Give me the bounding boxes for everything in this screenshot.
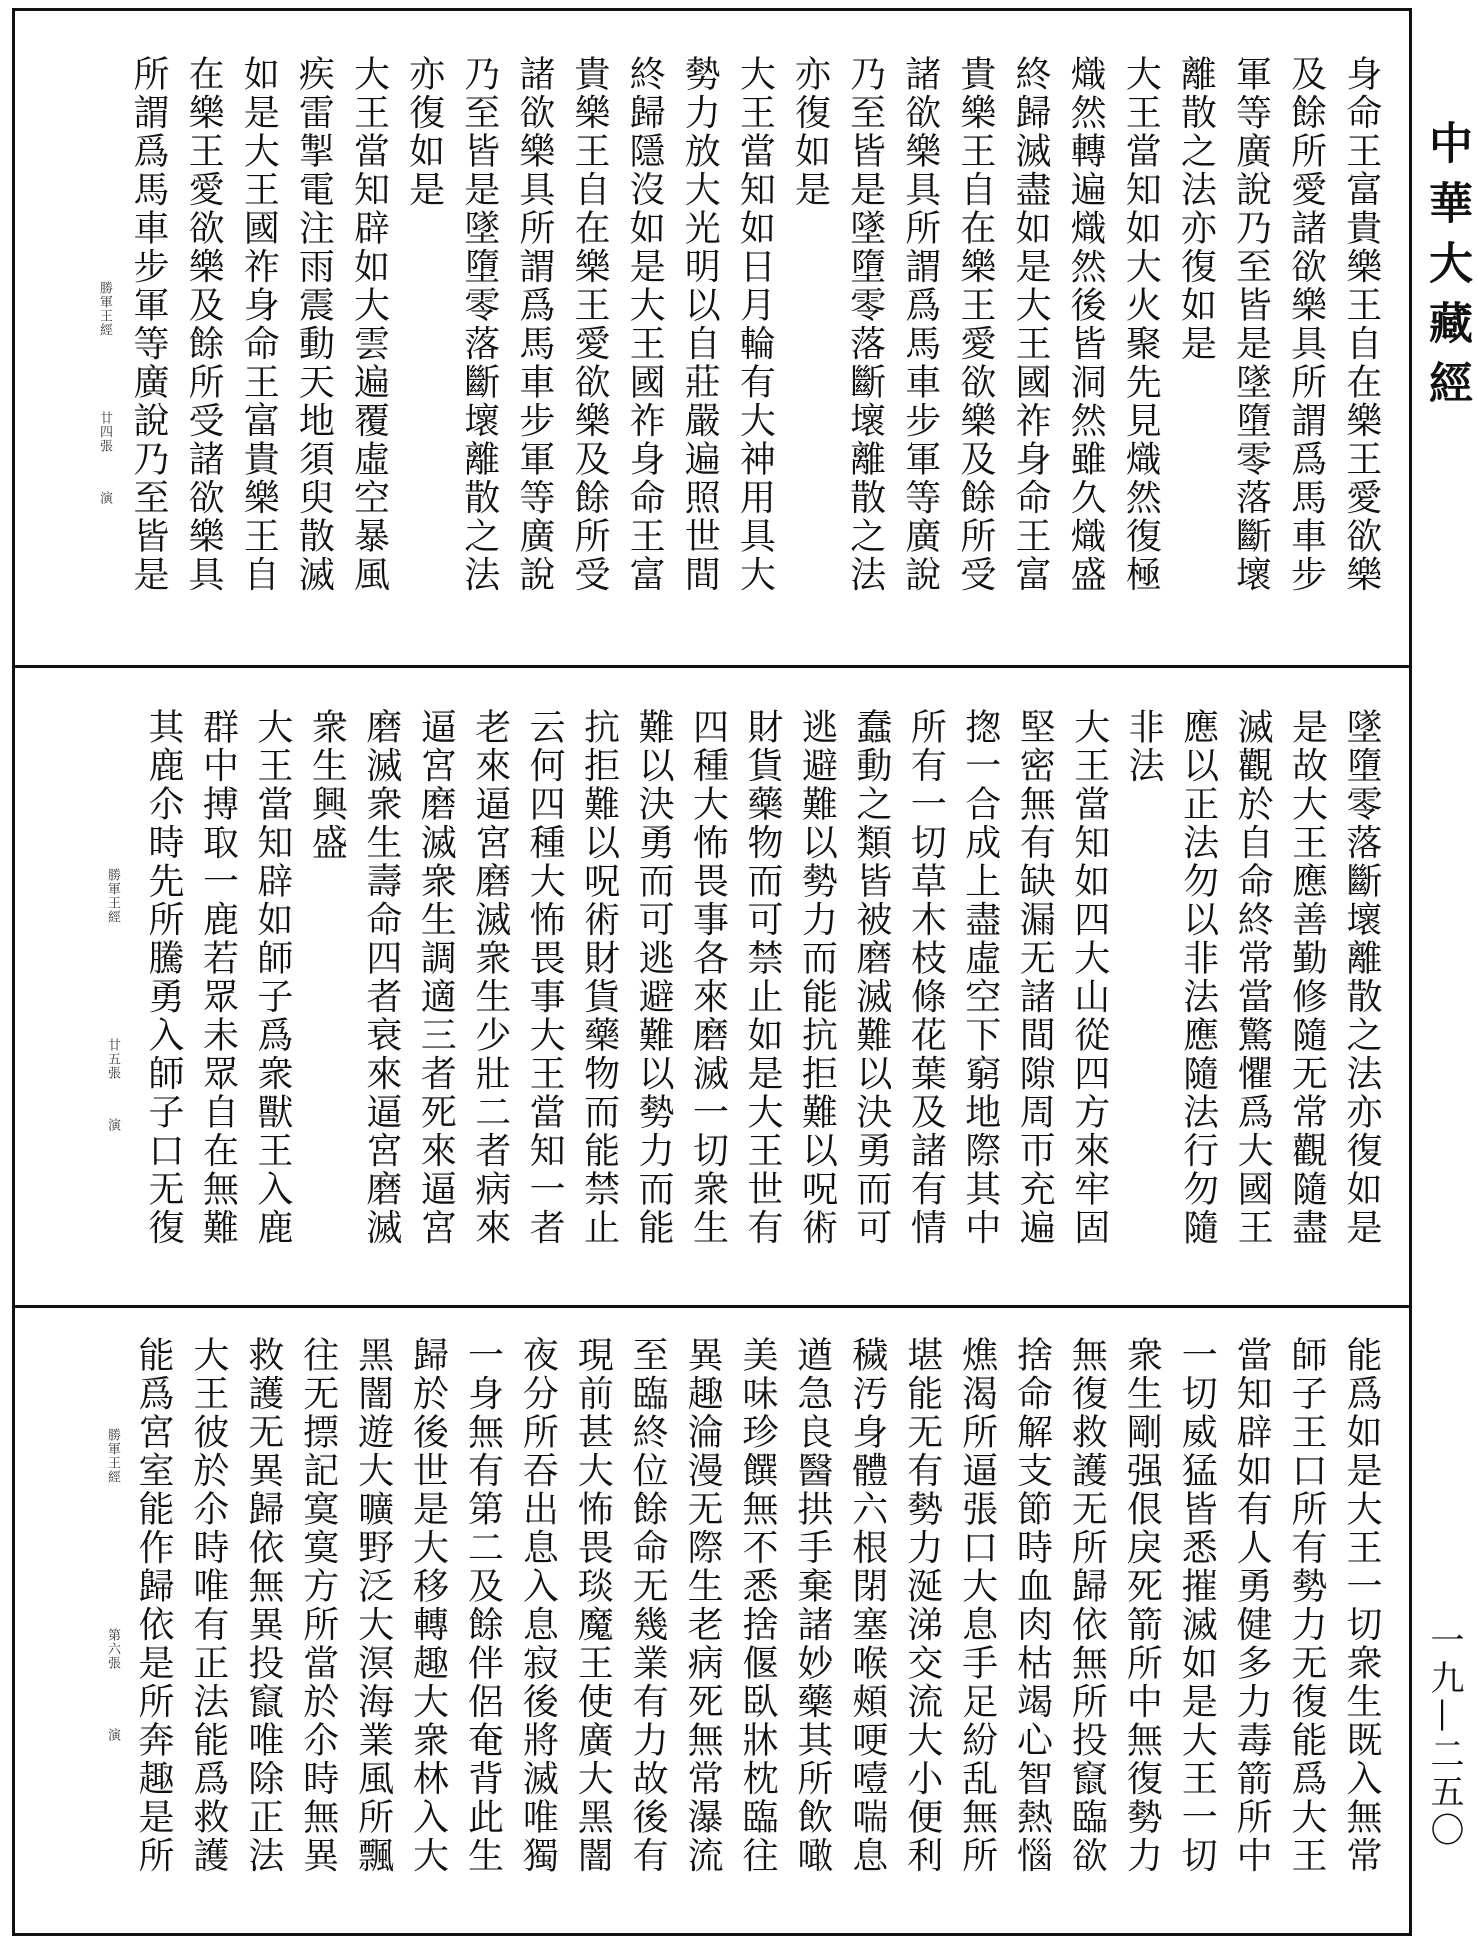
text-columns-middle — [140, 708, 1382, 1275]
margin-note-sheet: 廿四張 — [97, 411, 112, 453]
text-column: 在樂王愛欲樂及餘所受諸欲樂具 — [183, 55, 225, 594]
text-column: 群中搏取一鹿若眾未眾自在無難 — [197, 708, 239, 1247]
text-column: 當知辟如有人勇健多力毒箭所中 — [1231, 1336, 1273, 1875]
text-column: 一身無有第二及餘伴侶奄背此生 — [462, 1336, 504, 1875]
text-column: 燋渴所逼張口大息手足紛乱無所 — [956, 1336, 998, 1875]
text-column: 夜分所吞出息入息寂後將滅唯獨 — [517, 1336, 559, 1875]
text-column: 大王彼於尒時唯有正法能爲救護 — [187, 1336, 229, 1875]
panel-middle — [15, 665, 1409, 1305]
text-column: 磨滅衆生壽命四者衰來逼宮磨滅 — [360, 708, 402, 1247]
margin-note-mark: 演 — [105, 1728, 120, 1742]
margin-note-sheet: 廿五張 — [105, 1038, 120, 1080]
text-column: 熾然轉遍熾然後皆洞然雖久熾盛 — [1065, 55, 1107, 594]
text-column: 大王當知如日月輪有大神用具大 — [734, 55, 776, 594]
text-column: 一切威猛皆悉摧滅如是大王一切 — [1176, 1336, 1218, 1875]
text-column: 救護无異歸依無異投竄唯除正法 — [242, 1336, 284, 1875]
text-column: 諸欲樂具所謂爲馬車步軍等廣說 — [513, 55, 555, 594]
text-column: 勢力放大光明以自莊嚴遍照世間 — [679, 55, 721, 594]
text-columns-bottom — [130, 1336, 1382, 1903]
text-column: 至臨終位餘命无幾業有力故後有 — [627, 1336, 669, 1875]
text-column: 非法 — [1123, 708, 1165, 785]
text-column: 軍等廣說乃至皆是墜墮零落斷壞 — [1230, 55, 1272, 594]
text-column: 大王當知辟如師子爲衆獸王入鹿 — [251, 708, 293, 1247]
text-column: 乃至皆是墜墮零落斷壞離散之法 — [844, 55, 886, 594]
text-column: 貴樂王自在樂王愛欲樂及餘所受 — [569, 55, 610, 594]
margin-note-sutra: 勝軍王經 — [105, 1428, 120, 1484]
text-column: 亦復如是 — [789, 55, 831, 209]
text-column: 乃至皆是墜墮零落斷壞離散之法 — [458, 55, 500, 594]
text-column: 大王當知辟如大雲遍覆虛空暴風 — [348, 55, 390, 594]
text-column: 美味珍饌無不悉捨偃臥牀枕臨往 — [736, 1336, 778, 1875]
panel-bottom — [15, 1305, 1409, 1933]
text-column: 堅密無有缺漏无諸間隙周帀充遍 — [1014, 708, 1056, 1247]
text-column: 云何四種大怖畏事大王當知一者 — [524, 708, 566, 1247]
text-column: 逼宮磨滅衆生調適三者死來逼宮 — [415, 708, 457, 1247]
text-column: 諸欲樂具所謂爲馬車步軍等廣說 — [899, 55, 941, 594]
text-column: 離散之法亦復如是 — [1175, 55, 1217, 363]
text-column: 現前甚大怖畏琰魔王使廣大黑闇 — [572, 1336, 614, 1875]
text-column: 穢汚身體六根閉塞喉頰哽噎喘息 — [846, 1336, 888, 1875]
text-column: 蠢動之類皆被磨滅難以決勇而可 — [850, 708, 892, 1247]
text-column: 遒急良醫拱手棄諸妙藥其所飲噉 — [791, 1336, 833, 1875]
text-column: 終歸隱沒如是大王國祚身命王富 — [624, 55, 666, 594]
text-column: 難以決勇而可逃避難以勢力而能 — [633, 708, 675, 1247]
margin-note-mark: 演 — [97, 491, 112, 505]
text-column: 大王當知如大火聚先見熾然復極 — [1120, 55, 1162, 594]
text-column: 應以正法勿以非法應隨法行勿隨 — [1177, 708, 1219, 1247]
text-column: 衆生興盛 — [306, 708, 348, 862]
text-column: 老來逼宮磨滅衆生少壯二者病來 — [469, 708, 511, 1247]
text-column: 衆生剛强佷戾死箭所中無復勢力 — [1121, 1336, 1163, 1875]
text-column: 異趣淪漫无際生老病死無常瀑流 — [682, 1336, 724, 1875]
text-column: 抗拒難以呪術財貨藥物而能禁止 — [578, 708, 620, 1247]
text-column: 能爲如是大王一切衆生既入無常 — [1340, 1336, 1382, 1875]
text-column: 所謂爲馬車步軍等廣說乃至皆是 — [128, 55, 169, 594]
page-number: 一九—二五〇 — [1424, 1622, 1464, 1850]
text-column: 身命王富貴樂王自在樂王愛欲樂 — [1340, 55, 1382, 594]
margin-note-sutra: 勝軍王經 — [97, 281, 112, 337]
text-column: 堪能无有勢力涎涕交流大小便利 — [901, 1336, 943, 1875]
page-frame — [12, 8, 1412, 1936]
text-column: 財貨藥物而可禁止如是大王世有 — [741, 708, 783, 1247]
text-column: 能爲宮室能作歸依是所奔趣是所 — [133, 1336, 174, 1875]
text-column: 是故大王應善勤修隨无常觀隨盡 — [1286, 708, 1328, 1247]
text-column: 如是大王國祚身命王富貴樂王自 — [238, 55, 280, 594]
margin-note-mark: 演 — [105, 1118, 120, 1132]
text-column: 所有一切草木枝條花葉及諸有情 — [905, 708, 947, 1247]
text-column: 無復救護无所歸依無所投竄臨欲 — [1066, 1336, 1108, 1875]
text-column: 黑闇遊大曠野泛大溟海業風所飄 — [352, 1336, 394, 1875]
text-column: 揔一合成上盡虛空下窮地際其中 — [959, 708, 1001, 1247]
text-column: 亦復如是 — [403, 55, 445, 209]
text-column: 師子王口所有勢力无復能爲大王 — [1286, 1336, 1328, 1875]
text-column: 滅觀於自命終常當驚懼爲大國王 — [1232, 708, 1274, 1247]
collection-title: 中華大藏經 — [1421, 120, 1472, 420]
text-column: 大王當知如四大山從四方來牢固 — [1068, 708, 1110, 1247]
text-column: 貴樂王自在樂王愛欲樂及餘所受 — [954, 55, 996, 594]
text-column: 其鹿尒時先所騰勇入師子口无復 — [143, 708, 184, 1247]
margin-note-sheet: 第六張 — [105, 1628, 120, 1670]
text-column: 逃避難以勢力而能抗拒難以呪術 — [796, 708, 838, 1247]
text-column: 四種大怖畏事各來磨滅一切衆生 — [687, 708, 729, 1247]
text-column: 往无摽記寞寞方所當於尒時無異 — [297, 1336, 339, 1875]
text-column: 及餘所愛諸欲樂具所謂爲馬車步 — [1285, 55, 1327, 594]
margin-note-sutra: 勝軍王經 — [105, 868, 120, 924]
text-column: 歸於後世是大移轉趣大衆林入大 — [407, 1336, 449, 1875]
text-column: 捨命解支節時血肉枯竭心智熱惱 — [1011, 1336, 1053, 1875]
panel-top — [15, 11, 1409, 665]
text-column: 終歸滅盡如是大王國祚身命王富 — [1010, 55, 1051, 594]
text-column: 墜墮零落斷壞離散之法亦復如是 — [1340, 708, 1382, 1247]
text-columns-top — [125, 55, 1382, 635]
text-column: 疾雷掣電注雨震動天地須臾散滅 — [293, 55, 335, 594]
